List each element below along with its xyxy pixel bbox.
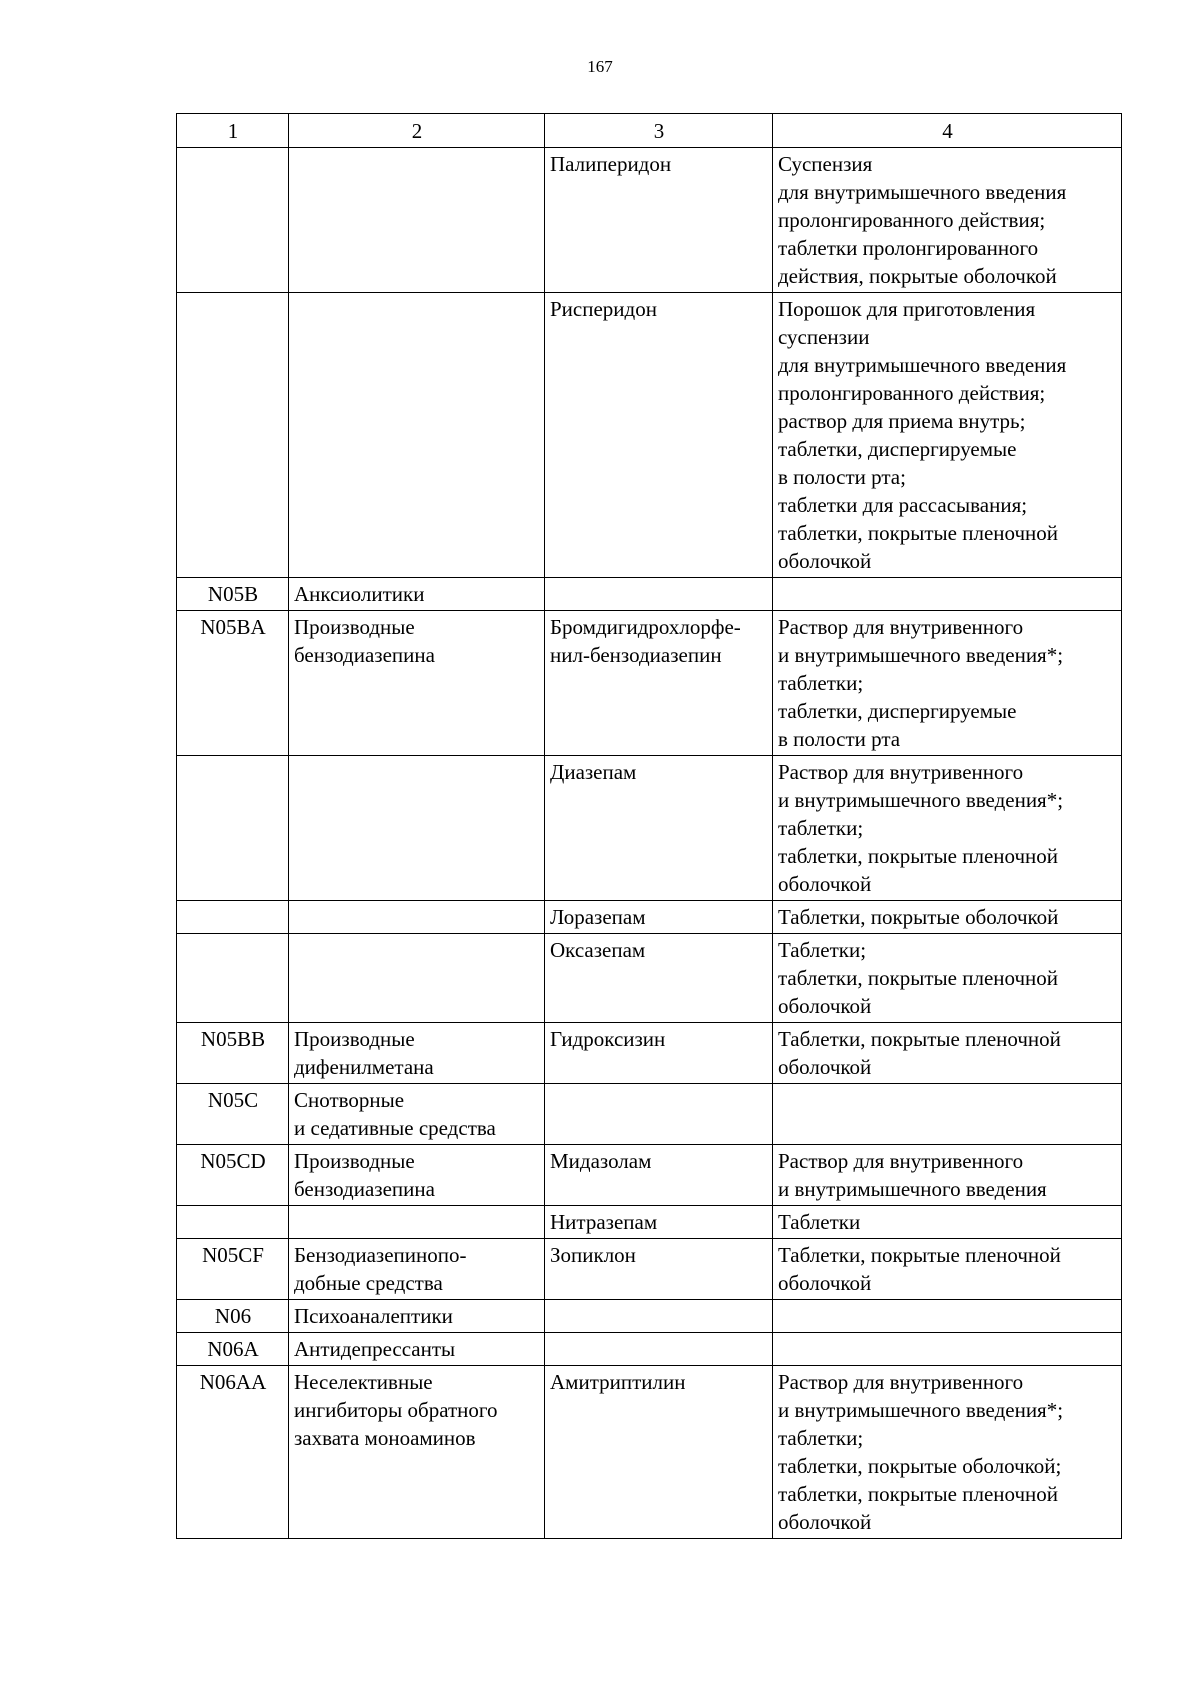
dosage-form-line: Таблетки, покрытые пленочной: [778, 1027, 1061, 1051]
dosage-form-line: оболочкой: [778, 1510, 872, 1534]
group-name-line: Анксиолитики: [294, 582, 425, 606]
dosage-form-cell: [773, 1084, 1122, 1145]
dosage-form-line: оболочкой: [778, 994, 872, 1018]
dosage-form-line: в полости рта: [778, 727, 901, 751]
drug-name-cell: [545, 901, 773, 934]
drug-name-line: Гидроксизин: [550, 1027, 666, 1051]
dosage-form-cell: [773, 1239, 1122, 1300]
group-name-cell: [289, 934, 545, 1023]
dosage-form-cell: [773, 578, 1122, 611]
group-name-cell: [289, 756, 545, 901]
drug-name-line: Мидазолам: [550, 1149, 652, 1173]
drug-table: [176, 113, 1122, 1539]
drug-name-cell: [545, 1366, 773, 1539]
group-name-cell: [289, 293, 545, 578]
table-row: [177, 1084, 1122, 1145]
dosage-form-line: Таблетки: [778, 1210, 861, 1234]
dosage-form-line: суспензии: [778, 325, 870, 349]
dosage-form-cell: [773, 611, 1122, 756]
table-row: [177, 1239, 1122, 1300]
drug-name-cell: [545, 611, 773, 756]
table-row: [177, 756, 1122, 901]
atc-code-cell: N05B: [177, 578, 289, 611]
group-name-cell: [289, 1023, 545, 1084]
drug-name-line: Амитриптилин: [550, 1370, 686, 1394]
table-row: [177, 578, 1122, 611]
dosage-form-line: таблетки, диспергируемые: [778, 699, 1017, 723]
group-name-cell: [289, 148, 545, 293]
dosage-form-cell: [773, 293, 1122, 578]
dosage-form-line: таблетки для рассасывания;: [778, 493, 1028, 517]
dosage-form-line: для внутримышечного введения: [778, 180, 1067, 204]
column-header: 1: [177, 114, 289, 148]
dosage-form-line: и внутримышечного введения*;: [778, 643, 1064, 667]
atc-code-cell: [177, 934, 289, 1023]
table-row: [177, 1366, 1122, 1539]
dosage-form-line: раствор для приема внутрь;: [778, 409, 1026, 433]
atc-code-cell: N06AA: [177, 1366, 289, 1539]
drug-name-cell: [545, 1084, 773, 1145]
dosage-form-line: и внутримышечного введения: [778, 1177, 1047, 1201]
atc-code-cell: N05CF: [177, 1239, 289, 1300]
dosage-form-line: Таблетки;: [778, 938, 867, 962]
dosage-form-line: таблетки;: [778, 816, 864, 840]
dosage-form-line: таблетки, покрытые оболочкой;: [778, 1454, 1062, 1478]
atc-code-cell: [177, 293, 289, 578]
dosage-form-line: таблетки;: [778, 1426, 864, 1450]
dosage-form-line: таблетки, покрытые пленочной: [778, 844, 1059, 868]
column-header: 4: [773, 114, 1122, 148]
dosage-form-line: пролонгированного действия;: [778, 381, 1046, 405]
dosage-form-line: таблетки, покрытые пленочной: [778, 521, 1059, 545]
drug-name-line: Лоразепам: [550, 905, 646, 929]
group-name-cell: [289, 1239, 545, 1300]
table-row: [177, 934, 1122, 1023]
drug-name-line: Рисперидон: [550, 297, 657, 321]
group-name-cell: [289, 901, 545, 934]
atc-code-cell: N05CD: [177, 1145, 289, 1206]
group-name-cell: [289, 1145, 545, 1206]
dosage-form-line: и внутримышечного введения*;: [778, 1398, 1064, 1422]
atc-code-cell: N06A: [177, 1333, 289, 1366]
dosage-form-cell: [773, 1300, 1122, 1333]
group-name-line: Неселективные: [294, 1370, 433, 1394]
drug-name-cell: [545, 1206, 773, 1239]
drug-name-cell: [545, 1333, 773, 1366]
dosage-form-cell: [773, 1145, 1122, 1206]
dosage-form-line: Раствор для внутривенного: [778, 760, 1024, 784]
dosage-form-cell: [773, 1023, 1122, 1084]
dosage-form-line: Порошок для приготовления: [778, 297, 1036, 321]
group-name-cell: [289, 578, 545, 611]
table-row: [177, 148, 1122, 293]
table-body: [177, 148, 1122, 1539]
group-name-line: Производные: [294, 615, 415, 639]
dosage-form-line: Раствор для внутривенного: [778, 1149, 1024, 1173]
group-name-line: бензодиазепина: [294, 1177, 435, 1201]
dosage-form-line: таблетки, покрытые пленочной: [778, 1482, 1059, 1506]
table-row: [177, 293, 1122, 578]
group-name-cell: [289, 1300, 545, 1333]
table-row: [177, 1333, 1122, 1366]
group-name-line: и седативные средства: [294, 1116, 496, 1140]
dosage-form-line: и внутримышечного введения*;: [778, 788, 1064, 812]
group-name-line: Бензодиазепинопо-: [294, 1243, 467, 1267]
atc-code-cell: [177, 901, 289, 934]
table-row: [177, 1023, 1122, 1084]
atc-code-cell: N05BB: [177, 1023, 289, 1084]
table-row: [177, 1300, 1122, 1333]
drug-name-line: Бромдигидрохлорфе-: [550, 615, 741, 639]
dosage-form-line: в полости рта;: [778, 465, 906, 489]
group-name-cell: [289, 1206, 545, 1239]
dosage-form-line: Таблетки, покрытые оболочкой: [778, 905, 1059, 929]
group-name-cell: [289, 1333, 545, 1366]
dosage-form-line: Раствор для внутривенного: [778, 1370, 1024, 1394]
table-row: [177, 1145, 1122, 1206]
dosage-form-line: таблетки;: [778, 671, 864, 695]
dosage-form-cell: [773, 1206, 1122, 1239]
atc-code-cell: N05C: [177, 1084, 289, 1145]
atc-code-cell: N06: [177, 1300, 289, 1333]
page-number: 167: [587, 57, 613, 76]
column-header: 2: [289, 114, 545, 148]
table-row: [177, 1206, 1122, 1239]
drug-name-cell: [545, 148, 773, 293]
drug-name-cell: [545, 293, 773, 578]
drug-name-line: Оксазепам: [550, 938, 646, 962]
dosage-form-cell: [773, 1333, 1122, 1366]
group-name-line: захвата моноаминов: [294, 1426, 476, 1450]
group-name-cell: [289, 611, 545, 756]
drug-name-cell: [545, 1023, 773, 1084]
drug-name-line: Палиперидон: [550, 152, 672, 176]
group-name-line: Психоаналептики: [294, 1304, 453, 1328]
dosage-form-cell: [773, 756, 1122, 901]
table-row: [177, 901, 1122, 934]
group-name-cell: [289, 1366, 545, 1539]
dosage-form-line: таблетки, диспергируемые: [778, 437, 1017, 461]
group-name-line: дифенилметана: [294, 1055, 434, 1079]
dosage-form-cell: [773, 148, 1122, 293]
group-name-line: ингибиторы обратного: [294, 1398, 498, 1422]
drug-name-line: Диазепам: [550, 760, 637, 784]
dosage-form-line: таблетки пролонгированного: [778, 236, 1039, 260]
drug-name-line: Нитразепам: [550, 1210, 658, 1234]
drug-name-cell: [545, 578, 773, 611]
dosage-form-line: Таблетки, покрытые пленочной: [778, 1243, 1061, 1267]
dosage-form-line: оболочкой: [778, 1055, 872, 1079]
dosage-form-cell: [773, 1366, 1122, 1539]
dosage-form-cell: [773, 934, 1122, 1023]
drug-name-cell: [545, 1300, 773, 1333]
table-header-row: [177, 114, 1122, 148]
atc-code-cell: [177, 148, 289, 293]
dosage-form-line: Раствор для внутривенного: [778, 615, 1024, 639]
drug-name-cell: [545, 1145, 773, 1206]
dosage-form-cell: [773, 901, 1122, 934]
group-name-line: Производные: [294, 1149, 415, 1173]
group-name-line: бензодиазепина: [294, 643, 435, 667]
atc-code-cell: N05BA: [177, 611, 289, 756]
drug-name-line: Зопиклон: [550, 1243, 636, 1267]
dosage-form-line: действия, покрытые оболочкой: [778, 264, 1057, 288]
drug-name-cell: [545, 1239, 773, 1300]
dosage-form-line: оболочкой: [778, 872, 872, 896]
drug-name-cell: [545, 756, 773, 901]
dosage-form-line: оболочкой: [778, 549, 872, 573]
dosage-form-line: оболочкой: [778, 1271, 872, 1295]
column-header: 3: [545, 114, 773, 148]
table-row: [177, 611, 1122, 756]
atc-code-cell: [177, 756, 289, 901]
drug-name-cell: [545, 934, 773, 1023]
group-name-line: добные средства: [294, 1271, 443, 1295]
atc-code-cell: [177, 1206, 289, 1239]
group-name-line: Антидепрессанты: [294, 1337, 456, 1361]
group-name-line: Снотворные: [294, 1088, 405, 1112]
dosage-form-line: пролонгированного действия;: [778, 208, 1046, 232]
group-name-cell: [289, 1084, 545, 1145]
dosage-form-line: Суспензия: [778, 152, 873, 176]
group-name-line: Производные: [294, 1027, 415, 1051]
drug-name-line: нил-бензодиазепин: [550, 643, 722, 667]
dosage-form-line: таблетки, покрытые пленочной: [778, 966, 1059, 990]
dosage-form-line: для внутримышечного введения: [778, 353, 1067, 377]
